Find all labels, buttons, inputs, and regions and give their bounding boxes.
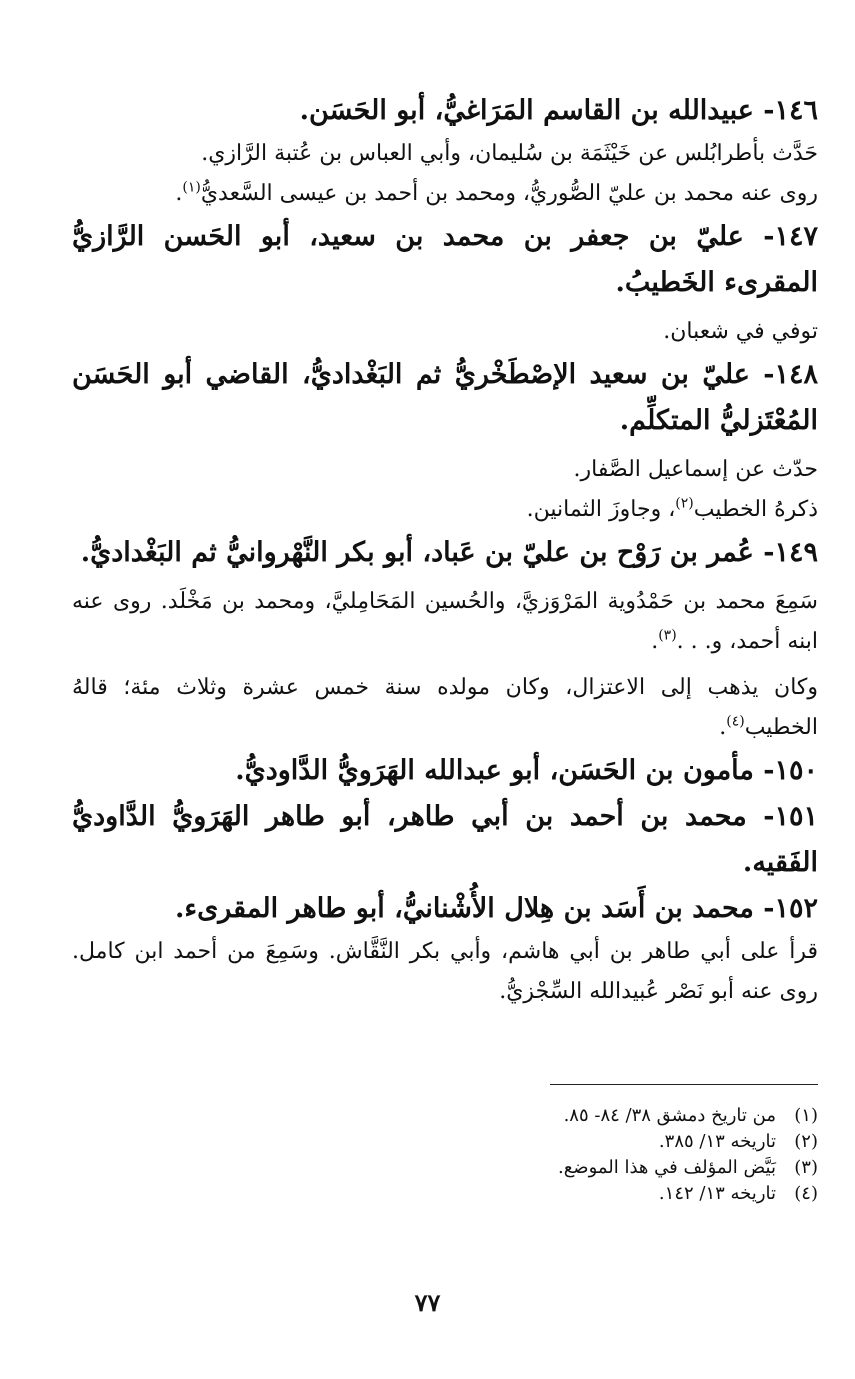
entry-149-para-1-text: سَمِعَ محمد بن حَمْدُوية المَرْوَزيَّ، والحُسين المَحَامِليَّ، ومحمد بن مَخْلَد. روى عنه ابنه أحمد، و. . .	[72, 589, 818, 654]
footnotes-section	[72, 1084, 818, 1207]
entry-146-para-1: حَدَّث بأطرابُلس عن خَيْثَمَة بن سُليمان، وأبي العباس بن عُتبة الرَّازي.	[201, 141, 818, 166]
entry-149-para-2: وكان يذهب إلى الاعتزال، وكان مولده سنة خمس عشرة وثلاث مئة؛ قالهُ الخطيب$^{(٤)}$.	[72, 675, 818, 740]
entry-148-para-2	[72, 490, 818, 530]
footnote-1-number: (١)	[794, 1105, 818, 1126]
footnote-3	[72, 1155, 818, 1181]
footnote-3-number: (٣)	[794, 1157, 818, 1178]
entry-149-para-2-text: وكان يذهب إلى الاعتزال، وكان مولده سنة خمس عشرة وثلاث مئة؛ قالهُ الخطيب	[72, 675, 818, 740]
footnote-divider	[550, 1084, 818, 1085]
footnote-1-text: من تاريخ دمشق ٣٨/ ٨٤- ٨٥.	[563, 1105, 776, 1126]
footnote-2-number: (٢)	[794, 1131, 818, 1152]
footnote-3-text: بَيَّض المؤلف في هذا الموضع.	[557, 1157, 776, 1178]
entry-152-title: ١٥٢- محمد بن أَسَد بن هِلال الأُشْنانيُّ، أبو طاهر المقرىء.	[175, 893, 818, 924]
entry-147-para-1: توفي في شعبان.	[663, 319, 818, 344]
entry-148-para-2-text: ذكرهُ الخطيب	[693, 497, 818, 522]
footnote-ref-1[interactable]: (١)	[182, 179, 201, 196]
entry-149-para-1: سَمِعَ محمد بن حَمْدُوية المَرْوَزيَّ، والحُسين المَحَامِليَّ، ومحمد بن مَخْلَد. روى عنه ابنه أحمد، و. . .$^{(٣)}$.	[72, 589, 818, 654]
page-body	[72, 88, 818, 1012]
entry-150-title: ١٥٠- مأمون بن الحَسَن، أبو عبدالله الهَرَويُّ الدَّاوديُّ.	[235, 755, 818, 786]
footnote-4-text: تاريخه ١٣/ ١٤٢.	[658, 1183, 776, 1204]
footnote-1	[72, 1103, 818, 1129]
page-number: ٧٧	[414, 1288, 441, 1317]
footnote-2	[72, 1129, 818, 1155]
footnote-4	[72, 1181, 818, 1207]
footnote-ref-2[interactable]: (٢)	[675, 495, 694, 512]
footnote-2-text: تاريخه ١٣/ ٣٨٥.	[658, 1131, 776, 1152]
entry-146-para-2-text: روى عنه محمد بن عليّ الصُّوريُّ، ومحمد بن أحمد بن عيسى السَّعديُّ	[200, 181, 818, 206]
footnote-ref-4[interactable]: (٤)	[726, 713, 745, 730]
entry-152-para-1: قرأ على أبي طاهر بن أبي هاشم، وأبي بكر النَّقَّاش. وسَمِعَ من أحمد ابن كامل. روى عنه أبو نَصْر عُبيدالله السِّجْزيُّ.	[72, 939, 818, 1004]
entry-149-title: ١٤٩- عُمر بن رَوْح بن عليّ بن عَباد، أبو بكر النَّهْروانيُّ ثم البَغْداديُّ.	[80, 537, 818, 568]
entry-148-title: ١٤٨- عليّ بن سعيد الإصْطَخْريُّ ثم البَغْداديُّ، القاضي أبو الحَسَن المُعْتَزليُّ المتكلِّم.	[72, 359, 819, 436]
entry-151-title: ١٥١- محمد بن أحمد بن أبي طاهر، أبو طاهر الهَرَويُّ الدَّاوديُّ الفَقيه.	[72, 801, 818, 878]
entry-148-para-2-tail: ، وجاوزَ الثمانين.	[526, 497, 676, 522]
entry-146-para-2: روى عنه محمد بن عليّ الصُّوريُّ، ومحمد بن أحمد بن عيسى السَّعديُّ$^{(١)}$.	[175, 179, 818, 206]
entry-148-para-1: حدّث عن إسماعيل الصَّفار.	[573, 457, 818, 482]
entry-146-title: ١٤٦- عبيدالله بن القاسم المَرَاغيُّ، أبو الحَسَن.	[299, 95, 818, 126]
footnote-4-number: (٤)	[794, 1183, 818, 1204]
entry-147-title: ١٤٧- عليّ بن جعفر بن محمد بن سعيد، أبو الحَسن الرَّازيُّ المقرىء الخَطيبُ.	[72, 221, 818, 298]
footnote-ref-3[interactable]: (٣)	[658, 627, 677, 644]
